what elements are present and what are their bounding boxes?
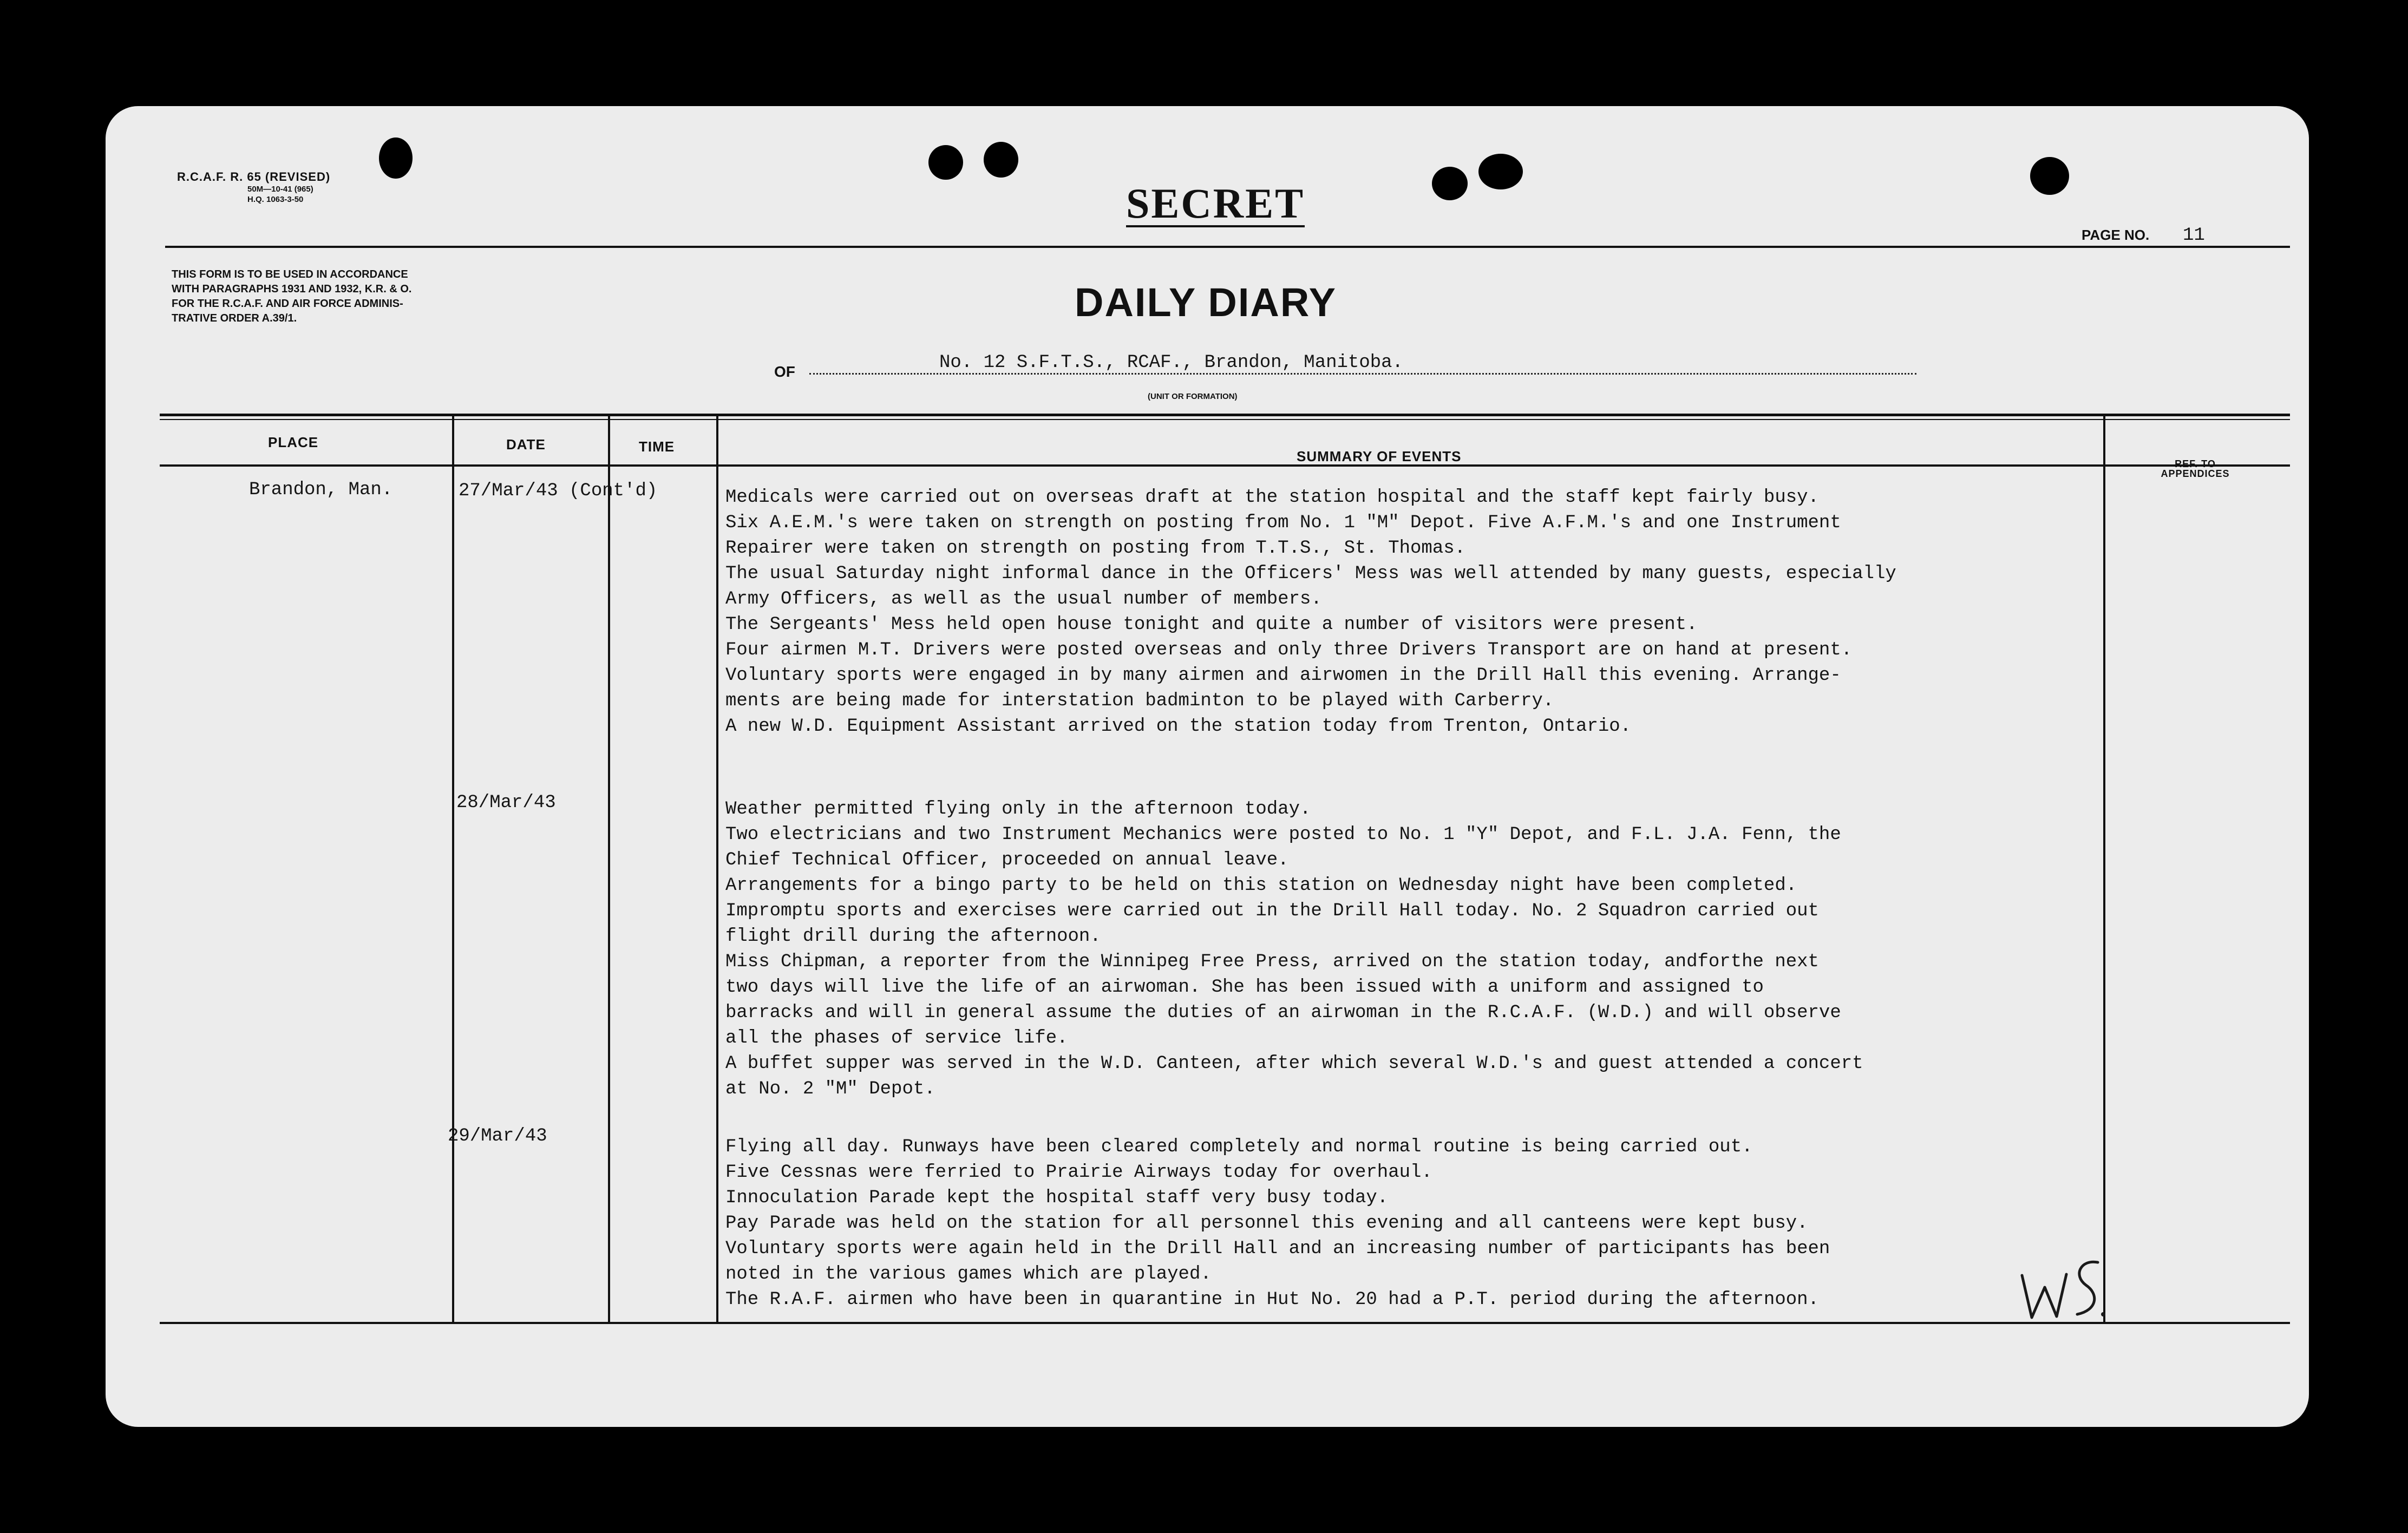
summary-line: The Sergeants' Mess held open house tonight and quite a number of visitors were present.	[725, 614, 1698, 635]
summary-line: Arrangements for a bingo party to be held on this station on Wednesday night have been completed.	[725, 875, 1797, 896]
unit-caption: (UNIT OR FORMATION)	[1148, 392, 1238, 401]
summary-line: Army Officers, as well as the usual number of members.	[725, 589, 1322, 610]
table-top-rule	[160, 414, 2290, 416]
summary-entry	[725, 797, 2198, 1102]
summary-line: Four airmen M.T. Drivers were posted overseas and only three Drivers Transport are on hand at present.	[725, 640, 1853, 660]
instruction-line: WITH PARAGRAPHS 1931 AND 1932, K.R. & O.	[172, 283, 412, 295]
column-header-time: TIME	[639, 438, 675, 455]
summary-entry	[725, 1135, 2198, 1313]
summary-line: Two electricians and two Instrument Mechanics were posted to No. 1 "Y" Depot, and F.L. J.A. Fenn, the	[725, 824, 1841, 845]
summary-line: flight drill during the afternoon.	[725, 926, 1101, 947]
print-line: H.Q. 1063-3-50	[247, 195, 304, 204]
summary-line: Voluntary sports were engaged in by many airmen and airwomen in the Drill Hall this evening. Arrange-	[725, 665, 1841, 686]
place-cell: Brandon, Man.	[249, 480, 393, 500]
form-reference	[177, 170, 330, 205]
summary-line: A new W.D. Equipment Assistant arrived on the station today from Trenton, Ontario.	[725, 716, 1632, 737]
column-divider	[608, 415, 610, 1324]
summary-line: noted in the various games which are played.	[725, 1264, 1212, 1285]
page-number-label: PAGE NO.	[2082, 227, 2150, 243]
summary-line: Impromptu sports and exercises were carried out in the Drill Hall today. No. 2 Squadron carried out	[725, 901, 1819, 921]
summary-line: Chief Technical Officer, proceeded on annual leave.	[725, 850, 1289, 870]
punch-hole	[984, 142, 1018, 178]
summary-line: The R.A.F. airmen who have been in quarantine in Hut No. 20 had a P.T. period during the afternoon.	[725, 1289, 1819, 1310]
punch-hole	[1432, 167, 1468, 200]
date-cell: 29/Mar/43	[448, 1126, 547, 1147]
summary-line: Innoculation Parade kept the hospital staff very busy today.	[725, 1188, 1389, 1208]
summary-line: Miss Chipman, a reporter from the Winnipeg Free Press, arrived on the station today, andforthe next	[725, 952, 1819, 972]
summary-line: Flying all day. Runways have been cleared completely and normal routine is being carried out.	[725, 1137, 1753, 1157]
column-header-ref	[2125, 459, 2266, 479]
column-header-date: DATE	[506, 436, 546, 453]
punch-hole	[1478, 154, 1523, 189]
summary-line: two days will live the life of an airwoman. She has been issued with a uniform and assigned to	[725, 977, 1764, 998]
punch-hole	[379, 137, 413, 179]
summary-line: Repairer were taken on strength on posting from T.T.S., St. Thomas.	[725, 538, 1466, 559]
summary-line: all the phases of service life.	[725, 1028, 1068, 1049]
form-title: DAILY DIARY	[1075, 280, 1337, 325]
summary-line: Medicals were carried out on overseas draft at the station hospital and the staff kept fairly busy.	[725, 487, 1819, 508]
summary-line: Voluntary sports were again held in the Drill Hall and an increasing number of participants has been	[725, 1239, 1830, 1259]
print-line: 50M—10-41 (965)	[247, 185, 313, 194]
table-top-rule	[160, 419, 2290, 420]
summary-line: Pay Parade was held on the station for all personnel this evening and all canteens were kept busy.	[725, 1213, 1808, 1234]
ref-line: REF. TO	[2175, 458, 2216, 469]
form-code: R.C.A.F. R. 65 (REVISED)	[177, 170, 331, 184]
signature-initials	[2017, 1254, 2125, 1329]
summary-line: Five Cessnas were ferried to Prairie Airways today for overhaul.	[725, 1162, 1432, 1183]
column-divider	[452, 415, 454, 1324]
date-cell: 27/Mar/43 (Cont'd)	[459, 481, 658, 501]
punch-hole	[928, 145, 963, 180]
summary-line: at No. 2 "M" Depot.	[725, 1079, 935, 1099]
instruction-line: THIS FORM IS TO BE USED IN ACCORDANCE	[172, 268, 408, 280]
column-header-place: PLACE	[268, 434, 319, 450]
ref-line: APPENDICES	[2161, 468, 2230, 479]
summary-line: Six A.E.M.'s were taken on strength on posting from No. 1 "M" Depot. Five A.F.M.'s and one Instrument	[725, 513, 1841, 533]
summary-entry	[725, 485, 2198, 739]
header-rule	[165, 246, 2290, 248]
column-divider	[716, 415, 718, 1324]
summary-line: The usual Saturday night informal dance in the Officers' Mess was well attended by many guests, especially	[725, 564, 1896, 584]
summary-line: Weather permitted flying only in the afternoon today.	[725, 799, 1311, 820]
unit-name: No. 12 S.F.T.S., RCAF., Brandon, Manitoba.	[809, 352, 1916, 375]
classification-stamp: SECRET	[1126, 180, 1305, 227]
of-label: OF	[774, 363, 795, 380]
table-bottom-rule	[160, 1322, 2290, 1324]
column-header-summary: SUMMARY OF EVENTS	[1297, 448, 1462, 464]
instruction-line: FOR THE R.C.A.F. AND AIR FORCE ADMINIS-	[172, 298, 403, 310]
column-header-rule	[160, 464, 2290, 467]
date-cell: 28/Mar/43	[456, 792, 556, 813]
form-instructions	[172, 267, 411, 326]
summary-line: ments are being made for interstation badminton to be played with Carberry.	[725, 691, 1554, 711]
diary-card	[106, 106, 2309, 1427]
summary-line: barracks and will in general assume the duties of an airwoman in the R.C.A.F. (W.D.) and will observe	[725, 1003, 1841, 1023]
instruction-line: TRATIVE ORDER A.39/1.	[172, 312, 297, 324]
page-number	[2082, 225, 2234, 247]
summary-line: A buffet supper was served in the W.D. Canteen, after which several W.D.'s and guest attended a concert	[725, 1053, 1863, 1074]
page-number-value: 11	[2153, 225, 2234, 247]
punch-hole	[2030, 157, 2069, 195]
